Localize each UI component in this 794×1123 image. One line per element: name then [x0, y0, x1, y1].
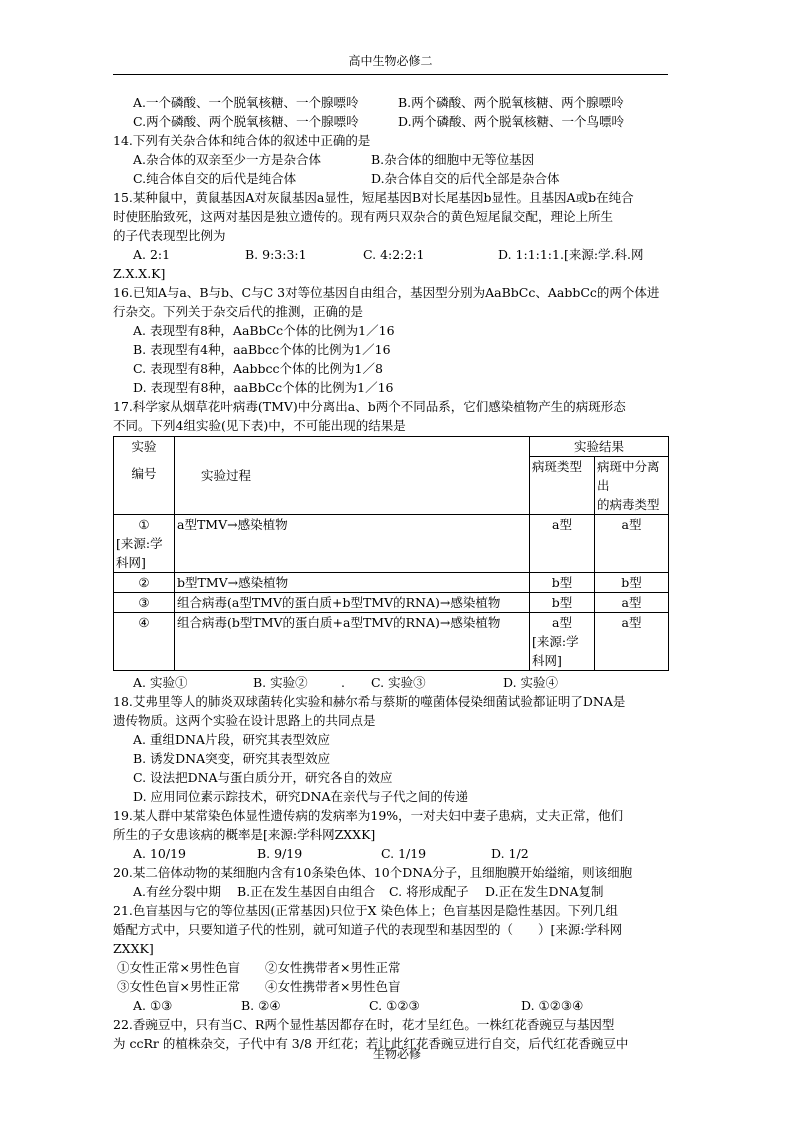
- th-virus-line2: 的病毒类型: [597, 497, 660, 512]
- q21-stem-line3: ZXXK]: [113, 941, 154, 956]
- q14-options-row1: [113, 150, 683, 169]
- q16-stem-line1: 16.已知A与a、B与b、C与C 3对等位基因自由组合，基因型分别为AaBbCc、AabbCc的两个体进: [113, 285, 660, 300]
- row3-virus: a型: [595, 593, 669, 613]
- th-id-line2: 编号: [131, 466, 157, 481]
- q15-stem-line1: 15.某种鼠中，黄鼠基因A对灰鼠基因a显性，短尾基因B对长尾基因b显性。且基因A或b在纯合: [113, 190, 634, 205]
- q18-option-c: C. 设法把DNA与蛋白质分开，研究各自的效应: [133, 770, 393, 785]
- q19-option-c: C. 1/19: [381, 846, 427, 861]
- row1-id: [114, 515, 175, 573]
- row3-procedure: 组合病毒(a型TMV的蛋白质+b型TMV的RNA)→感染植物: [175, 593, 530, 613]
- row2-lesion: b型: [530, 573, 595, 593]
- q15-stem-line2: 时使胚胎致死，这两对基因是独立遗传的。现有两只双杂合的黄色短尾鼠交配，理论上所生: [113, 209, 614, 224]
- row4-procedure: 组合病毒(b型TMV的蛋白质+a型TMV的RNA)→感染植物: [175, 613, 530, 671]
- row4-lesion-note1: [来源:学: [532, 634, 579, 649]
- question-body: [113, 93, 683, 1053]
- q20-option-d: D.正在发生DNA复制: [485, 884, 604, 899]
- row1-id-note2: 科网]: [116, 555, 146, 570]
- row4-lesion-note2: 科网]: [532, 653, 562, 668]
- row1-lesion: a型: [530, 515, 595, 573]
- q21-stem-line2: 婚配方式中，只要知道子代的性别，就可知道子代的表现型和基因型的（ ）[来源:学科网: [113, 922, 623, 937]
- q15-option-a: A. 2:1: [133, 247, 171, 262]
- q14-stem: 14.下列有关杂合体和纯合体的叙述中正确的是: [113, 133, 371, 148]
- q17-option-c: C. 实验③: [371, 675, 426, 690]
- q17-option-d: D. 实验④: [503, 675, 559, 690]
- q19-option-a: A. 10/19: [133, 846, 186, 861]
- q14-option-a: A.杂合体的双亲至少一方是杂合体: [133, 152, 322, 167]
- row2-virus: b型: [595, 573, 669, 593]
- row4-id: ④: [114, 613, 175, 671]
- q20-options: [113, 882, 683, 901]
- q17-stray-dot: .: [341, 675, 345, 690]
- q21-item-3: ③女性色盲×男性正常: [117, 979, 240, 994]
- row1-id-mark: ①: [138, 517, 150, 532]
- q21-option-d: D. ①②③④: [521, 998, 584, 1013]
- th-virus-type: [595, 457, 669, 515]
- q16-option-d: D. 表现型有8种，aaBbCc个体的比例为1／16: [133, 380, 394, 395]
- row1-id-note1: [来源:学: [116, 536, 163, 551]
- q17-option-a: A. 实验①: [133, 675, 188, 690]
- q21-item-2: ②女性携带者×男性正常: [265, 960, 401, 975]
- q21-items-row2: [113, 977, 683, 996]
- q18-option-b: B. 诱发DNA突变，研究其表型效应: [133, 751, 331, 766]
- q20-option-c: C. 将形成配子: [389, 884, 469, 899]
- table-row: [114, 573, 669, 593]
- row4-virus: a型: [595, 613, 669, 671]
- q14-option-d: D.杂合体自交的后代全部是杂合体: [371, 171, 560, 186]
- q13-option-d: D.两个磷酸、两个脱氧核糖、一个鸟嘌呤: [398, 114, 625, 129]
- q18-option-a: A. 重组DNA片段，研究其表型效应: [133, 732, 330, 747]
- th-virus-line1: 病斑中分离出: [597, 459, 660, 493]
- q16-option-b: B. 表现型有4种，aaBbcc个体的比例为1／16: [133, 342, 391, 357]
- q18-stem-line2: 遗传物质。这两个实验在设计思路上的共同点是: [113, 713, 376, 728]
- table-row: [114, 515, 669, 573]
- q21-option-b: B. ②④: [241, 998, 281, 1013]
- th-lesion-type: 病斑类型: [530, 457, 595, 515]
- q19-stem-line1: 19.某人群中某常染色体显性遗传病的发病率为19%，一对夫妇中妻子患病，丈夫正常，他们: [113, 808, 624, 823]
- th-id-line1: 实验: [131, 439, 157, 454]
- table-row: [114, 593, 669, 613]
- row3-lesion: b型: [530, 593, 595, 613]
- q21-item-1: ①女性正常×男性色盲: [117, 960, 240, 975]
- q16-option-a: A. 表现型有8种，AaBbCc个体的比例为1／16: [133, 323, 395, 338]
- row4-lesion: [530, 613, 595, 671]
- table-row: [114, 613, 669, 671]
- q17-options: [113, 673, 683, 692]
- q13-option-c: C.两个磷酸、两个脱氧核糖、一个腺嘌呤: [133, 114, 359, 129]
- q15-option-b: B. 9:3:3:1: [245, 247, 307, 262]
- q21-options: [113, 996, 683, 1015]
- q21-stem-line1: 21.色盲基因与它的等位基因(正常基因)只位于X 染色体上；色盲基因是隐性基因。下列几组: [113, 903, 619, 918]
- q22-stem-line1: 22.香豌豆中，只有当C、R两个显性基因都存在时，花才呈红色。一株红花香豌豆与基因型: [113, 1017, 615, 1032]
- q18-option-d: D. 应用同位素示踪技术，研究DNA在亲代与子代之间的传递: [133, 789, 469, 804]
- q17-stem-line2: 不同。下列4组实验(见下表)中，不可能出现的结果是: [113, 418, 406, 433]
- row4-lesion-value: a型: [552, 615, 572, 630]
- q13-option-a: A.一个磷酸、一个脱氧核糖、一个腺嘌呤: [133, 95, 359, 110]
- row2-procedure: b型TMV→感染植物: [175, 573, 530, 593]
- q21-option-a: A. ①③: [133, 998, 173, 1013]
- q19-options: [113, 844, 683, 863]
- q16-stem-line2: 行杂交。下列关于杂交后代的推测，正确的是: [113, 304, 364, 319]
- q20-stem: 20.某二倍体动物的某细胞内含有10条染色体、10个DNA分子，且细胞膜开始缢缩，则该细胞: [113, 865, 633, 880]
- q14-option-c: C.纯合体自交的后代是纯合体: [133, 171, 297, 186]
- page-header: 高中生物必修二: [113, 53, 668, 75]
- row3-id: ③: [114, 593, 175, 613]
- q15-stem-line3: 的子代表现型比例为: [113, 228, 226, 243]
- q17-stem-line1: 17.科学家从烟草花叶病毒(TMV)中分离出a、b两个不同品系，它们感染植物产生的病斑形态: [113, 399, 626, 414]
- q15-option-d: D. 1:1:1:1.[来源:学.科.网: [498, 247, 644, 262]
- q14-option-b: B.杂合体的细胞中无等位基因: [371, 152, 535, 167]
- row1-procedure: a型TMV→感染植物: [175, 515, 530, 573]
- row1-virus: a型: [595, 515, 669, 573]
- q13-option-b: B.两个磷酸、两个脱氧核糖、两个腺嘌呤: [398, 95, 624, 110]
- q21-item-4: ④女性携带者×男性色盲: [265, 979, 401, 994]
- table-header-row: [114, 437, 669, 457]
- q20-option-b: B.正在发生基因自由组合: [237, 884, 376, 899]
- q19-option-b: B. 9/19: [257, 846, 303, 861]
- q14-options-row2: [113, 169, 683, 188]
- th-experiment-id: [114, 437, 175, 515]
- q16-option-c: C. 表现型有8种，Aabbcc个体的比例为1／8: [133, 361, 383, 376]
- q21-option-c: C. ①②③: [369, 998, 420, 1013]
- q19-stem-line2: 所生的子女患该病的概率是[来源:学科网ZXXK]: [113, 827, 376, 842]
- q21-items-row1: [113, 958, 683, 977]
- q13-options-row2: [113, 112, 683, 131]
- row2-id: ②: [114, 573, 175, 593]
- q18-stem-line1: 18.艾弗里等人的肺炎双球菌转化实验和赫尔希与蔡斯的噬菌体侵染细菌试验都证明了DNA是: [113, 694, 626, 709]
- q17-option-b: B. 实验②: [253, 675, 308, 690]
- th-result: 实验结果: [530, 437, 669, 457]
- q13-options-row1: [113, 93, 683, 112]
- q15-option-c: C. 4:2:2:1: [363, 247, 425, 262]
- page-footer: 生物必修: [372, 1047, 421, 1061]
- q19-option-d: D. 1/2: [491, 846, 529, 861]
- th-procedure: 实验过程: [175, 437, 530, 515]
- q15-source-tail: Z.X.X.K]: [113, 266, 166, 281]
- experiment-table: [113, 436, 669, 671]
- q15-options: [113, 245, 683, 264]
- q22-stem-line2: 为 ccRr 的植株杂交，子代中有 3/8 开红花；若让此红花香豌豆进行自交，后代红花香豌豆中: [113, 1036, 629, 1051]
- q20-option-a: A.有丝分裂中期: [133, 884, 222, 899]
